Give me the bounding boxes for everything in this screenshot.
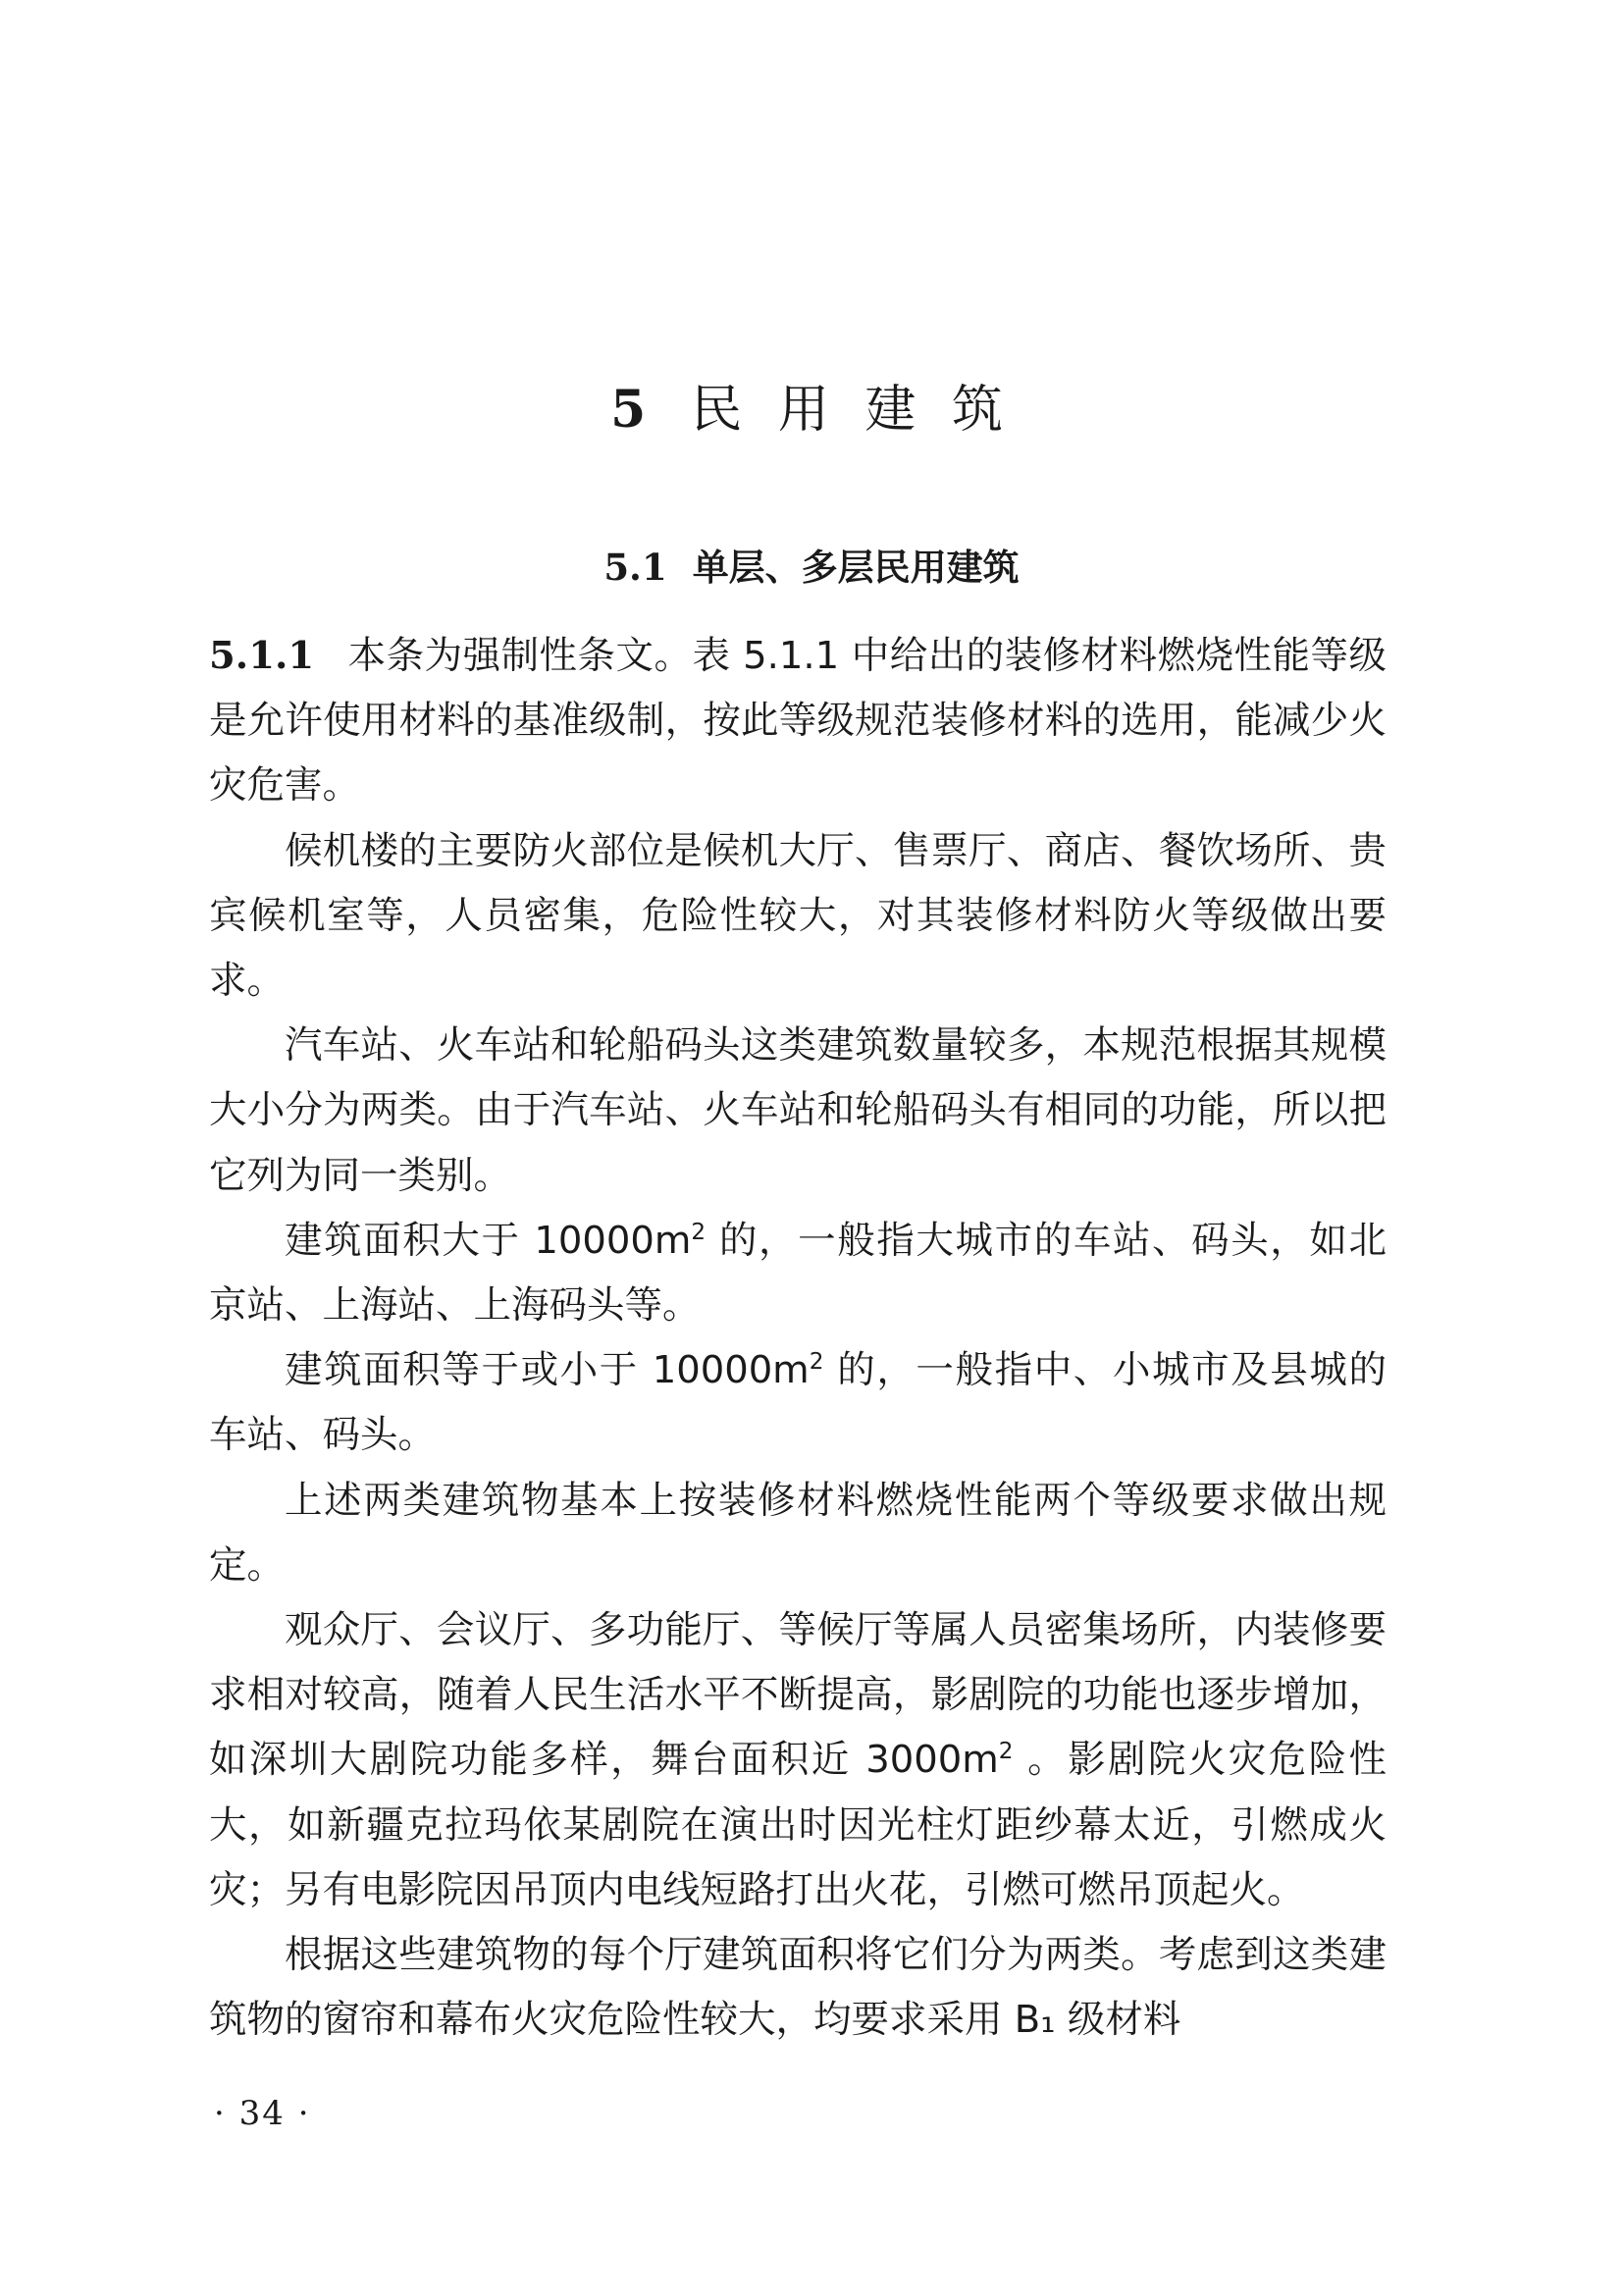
clause-number: 5.1.1 [209, 634, 315, 678]
chapter-title: 民 用 建 筑 [691, 381, 1013, 440]
section-number: 5.1 [603, 546, 667, 589]
section-title: 单层、多层民用建筑 [692, 547, 1020, 589]
paragraph [209, 1598, 1387, 1923]
paragraph-text: 本条为强制性条文。表 5.1.1 中给出的装修材料燃烧性能等级是允许使用材料的基准级制，按此等级规范装修材料的选用，能减少火灾危害。 [209, 634, 1387, 809]
chapter-number: 5 [610, 380, 656, 440]
paragraph-text-before: 建筑面积大于 10000m [285, 1218, 692, 1263]
superscript: 2 [691, 1220, 707, 1245]
body-text [209, 624, 1387, 2053]
bullet-dot-right: · [297, 2094, 311, 2133]
paragraph [209, 1209, 1387, 1338]
paragraph-text-before: 建筑面积等于或小于 10000m [285, 1348, 810, 1393]
paragraph-text: 汽车站、火车站和轮船码头这类建筑数量较多，本规范根据其规模大小分为两类。由于汽车站、火车站和轮船码头有相同的功能，所以把它列为同一类别。 [209, 1023, 1387, 1198]
superscript: 2 [809, 1349, 824, 1376]
paragraph-text: 候机楼的主要防火部位是候机大厅、售票厅、商店、餐饮场所、贵宾候机室等，人员密集，危险性较大，对其装修材料防火等级做出要求。 [209, 828, 1387, 1004]
paragraph [209, 1469, 1387, 1598]
page-number [214, 2094, 311, 2133]
paragraph-text: 根据这些建筑物的每个厅建筑面积将它们分为两类。考虑到这类建筑物的窗帘和幕布火灾危险性较大，均要求采用 B₁ 级材料 [209, 1933, 1387, 2043]
section-heading [0, 538, 1623, 591]
bullet-dot-left: · [214, 2094, 227, 2133]
superscript: 2 [998, 1739, 1014, 1765]
paragraph-text-after: 的，一般指中、小城市及县城的车站、码头。 [209, 1348, 1387, 1458]
chapter-heading [0, 368, 1623, 442]
paragraph-text-after: 。影剧院火灾危险性大，如新疆克拉玛依某剧院在演出时因光柱灯距纱幕太近，引燃成火灾；另有电影院因吊顶内电线短路打出火花，引燃可燃吊顶起火。 [209, 1738, 1387, 1912]
paragraph [209, 819, 1387, 1015]
paragraph [209, 1338, 1387, 1468]
paragraph-text: 上述两类建筑物基本上按装修材料燃烧性能两个等级要求做出规定。 [209, 1478, 1387, 1588]
paragraph-text-after: 的，一般指大城市的车站、码头，如北京站、上海站、上海码头等。 [209, 1218, 1387, 1329]
paragraph-text-before: 观众厅、会议厅、多功能厅、等候厅等属人员密集场所，内装修要求相对较高，随着人民生活水平不断提高，影剧院的功能也逐步增加，如深圳大剧院功能多样，舞台面积近 3000m [209, 1608, 1387, 1783]
paragraph [209, 1923, 1387, 2053]
page-number-value: 34 [238, 2094, 286, 2133]
paragraph [209, 624, 1387, 819]
paragraph [209, 1014, 1387, 1209]
